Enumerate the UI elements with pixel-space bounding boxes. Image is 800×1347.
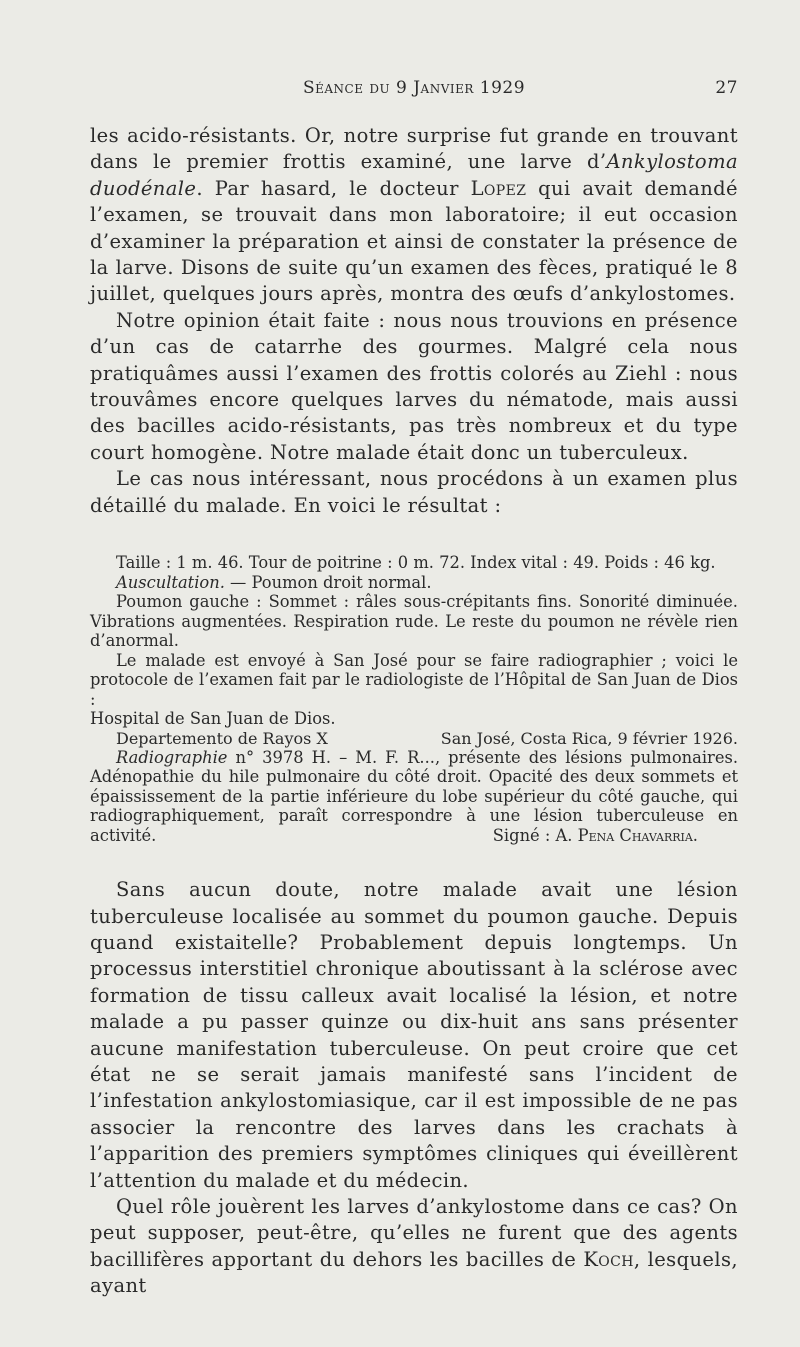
para1-text-b: . Par hasard, le docteur — [196, 176, 471, 200]
report-left-lung: Poumon gauche : Sommet : râles sous-crépitants fins. Sonorité diminuée. Vibrations augmentées. Respiration rude. Le reste du poumon ne révèle rien d’anormal. — [90, 592, 738, 651]
report-auscultation — [90, 573, 738, 593]
para5-text-a: Quel rôle jouèrent les larves d’ankylostome dans ce cas? On peut supposer, peut-être, qu’elles ne furent que des agents bacillifères apportant du dehors les bacilles de — [90, 1194, 738, 1271]
para1-text-a: les acido-résistants. Or, notre surprise fut grande en trouvant dans le premier frottis examiné, une larve d’ — [90, 124, 738, 174]
page-body — [90, 123, 738, 1300]
report-department: Departemento de Rayos X — [116, 728, 328, 748]
report-sent: Le malade est envoyé à San José pour se faire radiographier ; voici le protocole de l’examen fait par le radiologiste de l’Hôpital de San Juan de Dios : — [90, 650, 738, 709]
radiography-label: Radiographie — [116, 747, 228, 767]
main-text-top — [90, 123, 738, 519]
species-name: Ankylostoma duodénale — [90, 150, 738, 200]
report-department-row — [90, 729, 738, 748]
report-signature — [90, 826, 738, 846]
report-measures: Taille : 1 m. 46. Tour de poitrine : 0 m. 72. Index vital : 49. Poids : 46 kg. — [116, 553, 716, 573]
para5-text-b: , lesquels, ayant — [90, 1247, 739, 1298]
clinical-report — [90, 553, 738, 845]
page-number: 27 — [715, 78, 738, 98]
report-place-date: San José, Costa Rica, 9 février 1926. — [440, 728, 738, 748]
paragraph-2: Notre opinion était faite : nous nous trouvions en présence d’un cas de catarrhe des gourmes. Malgré cela nous pratiquâmes aussi l’examen des frottis colorés au Ziehl : nous trouvâmes encore quelques larves du nématode, mais aussi des bacilles acido-résistants, pas très nombreux et du type court homogène. Notre malade était donc un tuberculeux. — [90, 308, 738, 464]
auscultation-text: — Poumon droit normal. — [224, 572, 432, 592]
auscultation-label: Auscultation. — [116, 572, 225, 592]
author-name-koch: Koch — [583, 1247, 634, 1271]
main-text-bottom — [90, 877, 738, 1300]
signature-name: Pena Chavarria. — [577, 825, 698, 845]
page-header — [90, 78, 738, 104]
paragraph-5 — [90, 1194, 738, 1300]
running-title: Séance du 9 Janvier 1929 — [302, 78, 526, 98]
paragraph-3: Le cas nous intéressant, nous procédons à un examen plus détaillé du malade. En voici le résultat : — [90, 467, 738, 517]
author-name-lopez: Lopez — [470, 176, 527, 200]
para1-text-c: qui avait demandé l’examen, se trouvait dans mon laboratoire; il eut occasion d’examiner la préparation et ainsi de constater la présence de la larve. Disons de suite qu’un examen des fèces, pratiqué le 8 juillet, quelques jours après, montra des œufs d’ankylostomes. — [90, 176, 738, 306]
report-hospital: Hospital de San Juan de Dios. — [90, 709, 336, 729]
signature-prefix: Signé : A. — [492, 825, 578, 845]
radiography-text: n° 3978 H. – M. F. R..., présente des lésions pulmonaires. Adénopathie du hile pulmonaire du côté droit. Opacité des deux sommets et épaississement de la partie inférieure du lobe supérieur du côté gauche, qui radiographiquement, paraît correspondre à une lésion tuberculeuse en activité. — [90, 747, 738, 845]
paragraph-4: Sans aucun doute, notre malade avait une lésion tuberculeuse localisée au sommet du poumon gauche. Depuis quand existaitelle? Probablement depuis longtemps. Un processus interstitiel chronique aboutissant à la sclérose avec formation de tissu calleux avait localisé la lésion, et notre malade a pu passer quinze ou dix-huit ans sans présenter aucune manifestation tuberculeuse. On peut croire que cet état ne se serait jamais manifesté sans l’incident de l’infestation ankylostomiasique, car il est impossible de ne pas associer la rencontre des larves dans les crachats à l’apparition des premiers symptômes cliniques qui éveillèrent l’attention du malade et du médecin. — [90, 878, 738, 1192]
paragraph-1 — [90, 123, 738, 308]
